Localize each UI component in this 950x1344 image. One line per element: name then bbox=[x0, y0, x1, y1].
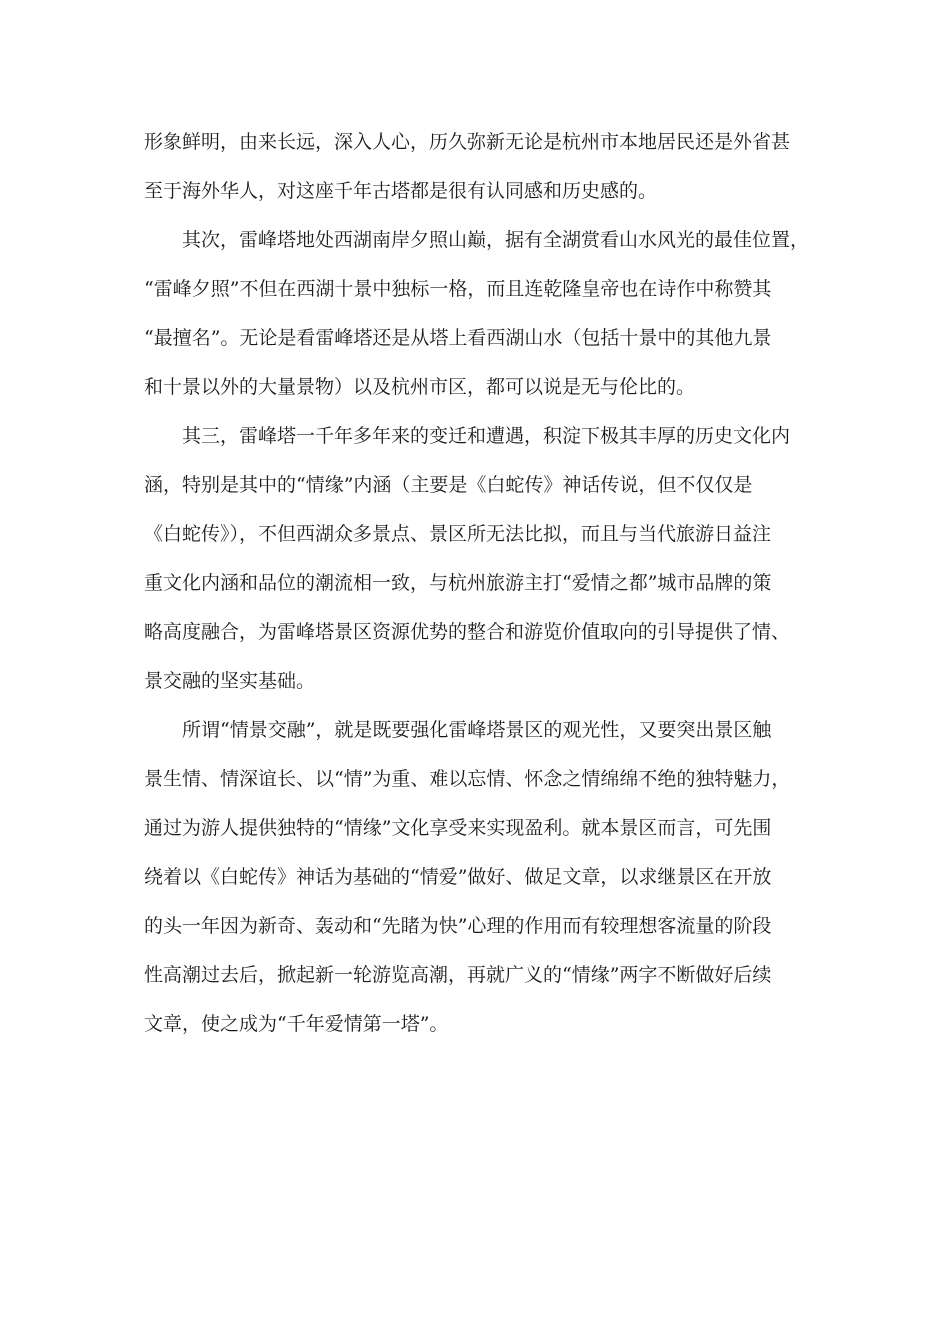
text-line: 和十景以外的大量景物）以及杭州市区，都可以说是无与伦比的。 bbox=[144, 376, 696, 398]
text-line: 重文化内涵和品位的潮流相一致，与杭州旅游主打“爱情之都”城市品牌的策 bbox=[144, 572, 772, 594]
body-text bbox=[144, 118, 814, 1049]
text-line: 其次，雷峰塔地处西湖南岸夕照山巅，据有全湖赏看山水风光的最佳位置， bbox=[182, 229, 810, 251]
text-line: “雷峰夕照”不但在西湖十景中独标一格，而且连乾隆皇帝也在诗作中称赞其 bbox=[144, 278, 772, 300]
paragraph-4 bbox=[144, 706, 814, 1049]
text-line: 所谓“情景交融”，就是既要强化雷峰塔景区的观光性，又要突出景区触 bbox=[182, 719, 772, 741]
paragraph-2 bbox=[144, 216, 814, 412]
paragraph-1 bbox=[144, 118, 814, 216]
paragraph-3 bbox=[144, 412, 814, 706]
text-line: 通过为游人提供独特的“情缘”文化享受来实现盈利。就本景区而言，可先围 bbox=[144, 817, 772, 839]
text-line: 形象鲜明，由来长远，深入人心，历久弥新无论是杭州市本地居民还是外省甚 bbox=[144, 131, 791, 153]
text-line: 略高度融合，为雷峰塔景区资源优势的整合和游览价值取向的引导提供了情、 bbox=[144, 621, 791, 643]
text-line: 其三，雷峰塔一千年多年来的变迁和遭遇，积淀下极其丰厚的历史文化内 bbox=[182, 425, 791, 447]
text-line: 景交融的坚实基础。 bbox=[144, 670, 316, 692]
text-line: 《白蛇传》），不但西湖众多景点、景区所无法比拟，而且与当代旅游日益注 bbox=[144, 523, 772, 545]
text-line: 性高潮过去后，掀起新一轮游览高潮，再就广义的“情缘”两字不断做好后续 bbox=[144, 964, 772, 986]
text-line: 涵，特别是其中的“情缘”内涵（主要是《白蛇传》神话传说，但不仅仅是 bbox=[144, 474, 753, 496]
text-line: 文章，使之成为“千年爱情第一塔”。 bbox=[144, 1013, 449, 1035]
text-line: 景生情、情深谊长、以“情”为重、难以忘情、怀念之情绵绵不绝的独特魅力， bbox=[144, 768, 791, 790]
text-line: 绕着以《白蛇传》神话为基础的“情爱”做好、做足文章，以求继景区在开放 bbox=[144, 866, 772, 888]
text-line: “最擅名”。无论是看雷峰塔还是从塔上看西湖山水（包括十景中的其他九景 bbox=[144, 327, 772, 349]
text-line: 的头一年因为新奇、轰动和“先睹为快”心理的作用而有较理想客流量的阶段 bbox=[144, 915, 772, 937]
text-line: 至于海外华人，对这座千年古塔都是很有认同感和历史感的。 bbox=[144, 180, 658, 202]
